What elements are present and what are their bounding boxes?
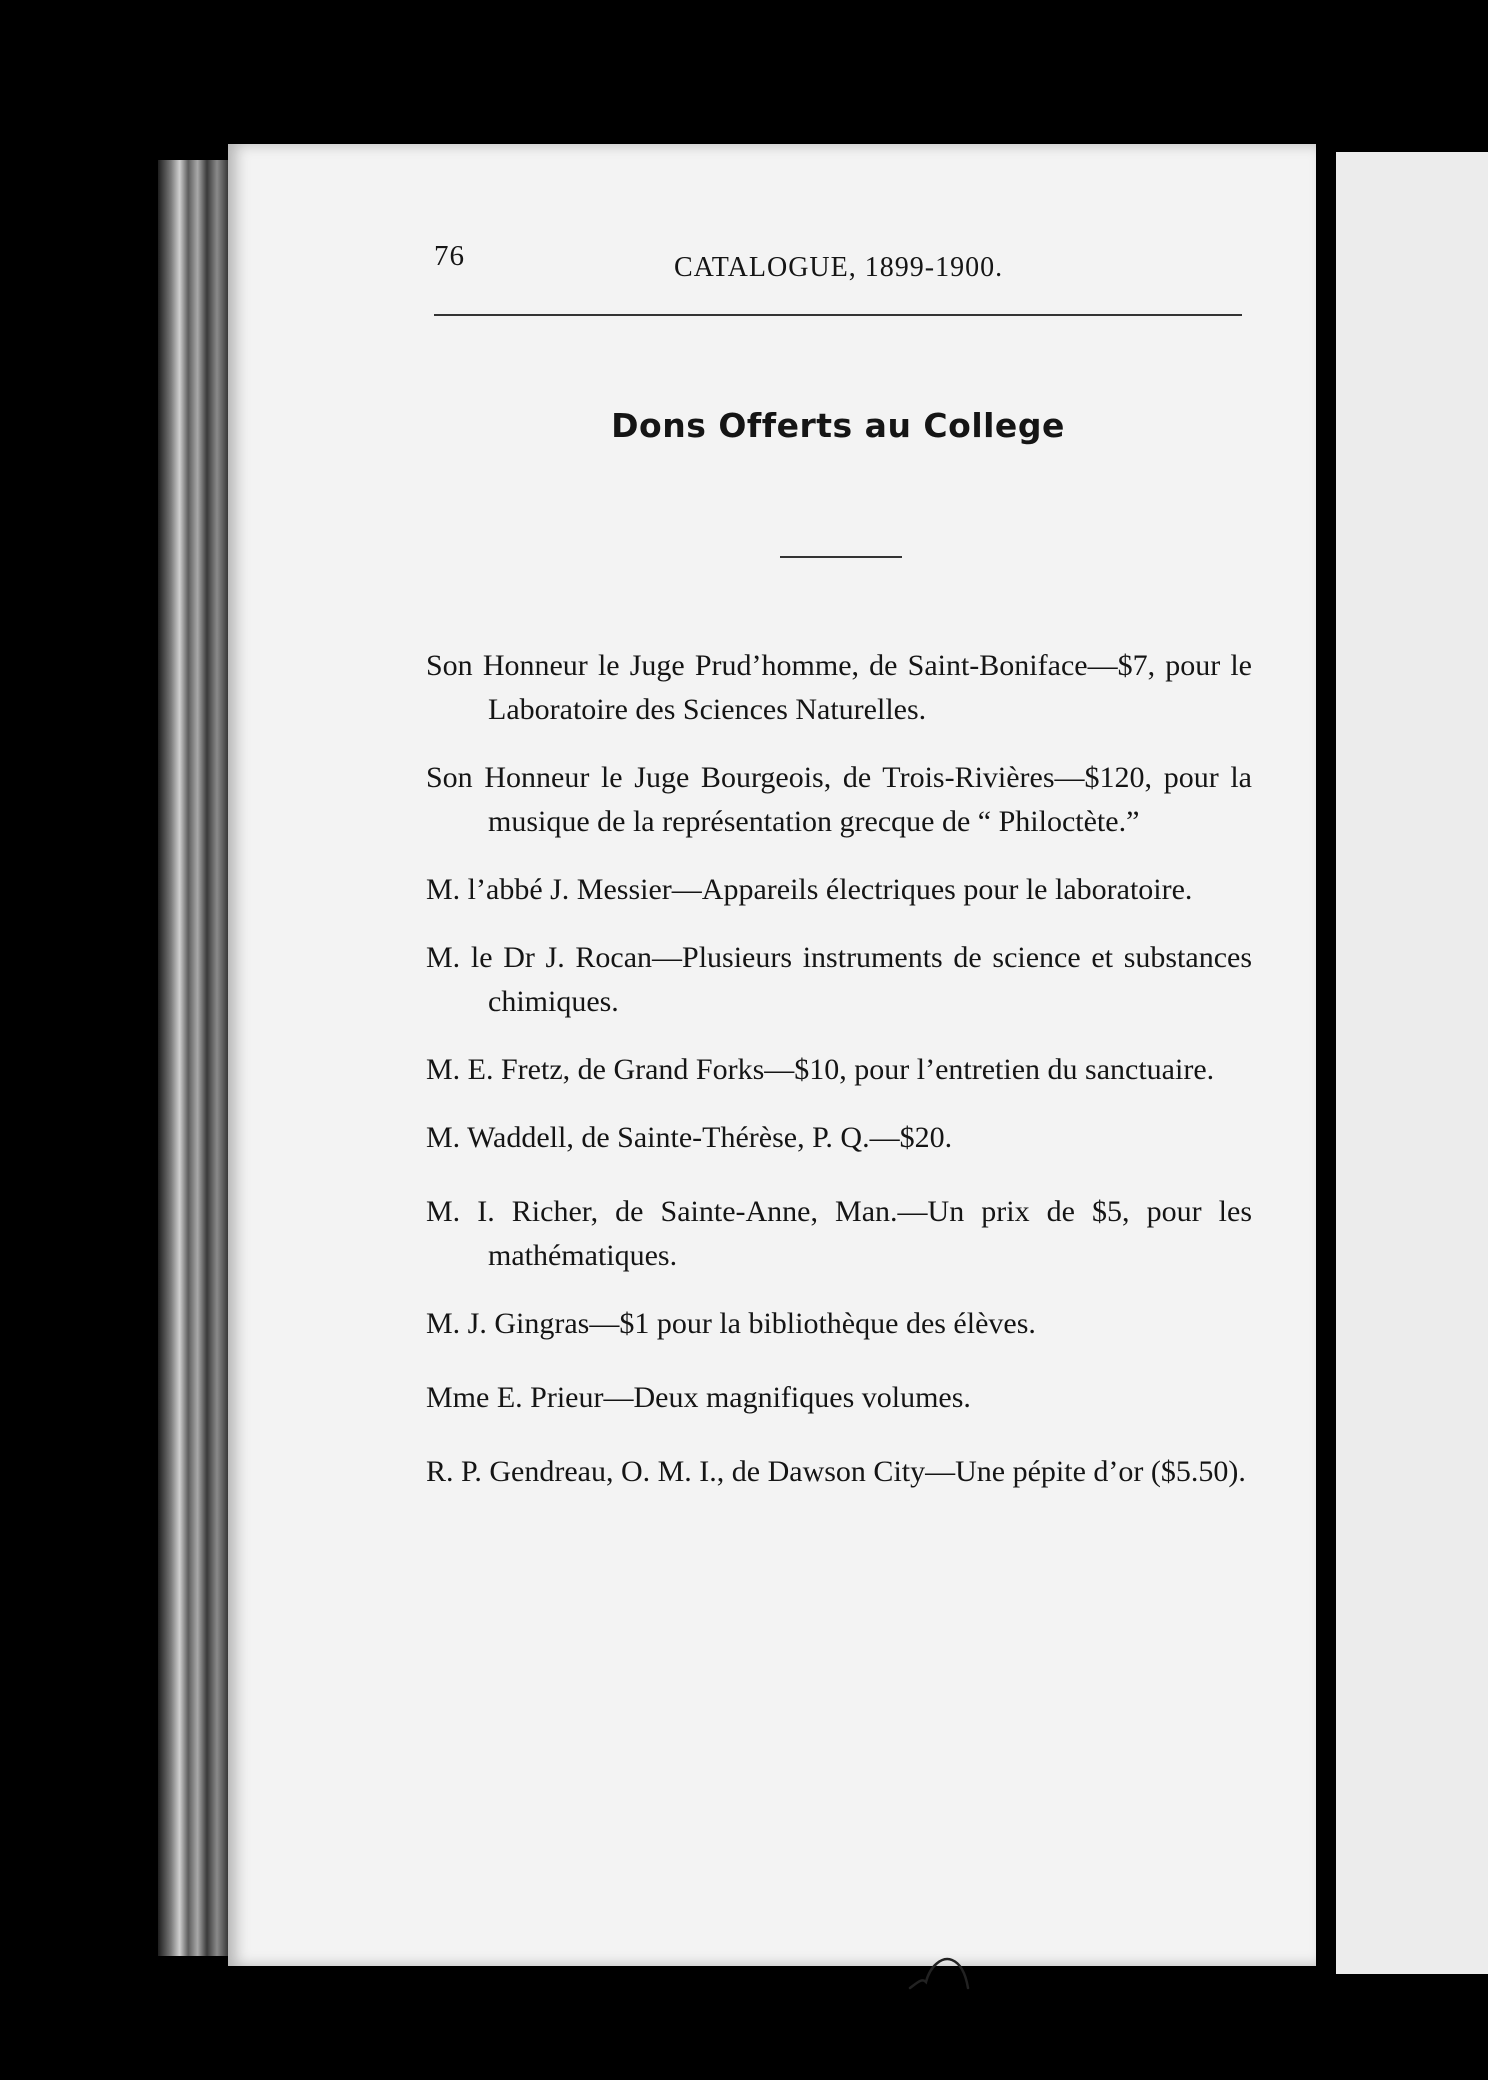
donation-entry: M. le Dr J. Rocan—Plusieurs instruments de science et substances chimiques. bbox=[426, 941, 1252, 1018]
donation-list bbox=[426, 644, 1252, 1518]
donation-entry: M. l’abbé J. Messier—Appareils électriques pour le laboratoire. bbox=[426, 873, 1193, 906]
donation-entry: M. Waddell, de Sainte-Thérèse, P. Q.—$20. bbox=[426, 1121, 953, 1154]
page-gutter bbox=[1316, 144, 1336, 1966]
donation-entry: Mme E. Prieur—Deux magnifiques volumes. bbox=[426, 1381, 971, 1414]
facing-page-edge bbox=[1336, 152, 1488, 1974]
donation-entry: Son Honneur le Juge Prud’homme, de Saint-Boniface—$7, pour le Laboratoire des Sciences Naturelles. bbox=[426, 649, 1252, 726]
pencil-mark bbox=[908, 1952, 972, 1992]
section-title: Dons Offerts au College bbox=[611, 406, 1065, 445]
running-title: CATALOGUE, 1899-1900. bbox=[674, 252, 1004, 283]
donation-entry: R. P. Gendreau, O. M. I., de Dawson City—Une pépite d’or ($5.50). bbox=[426, 1455, 1246, 1488]
donation-entry: M. E. Fretz, de Grand Forks—$10, pour l’entretien du sanctuaire. bbox=[426, 1053, 1215, 1086]
page-number: 76 bbox=[434, 240, 465, 272]
page-header bbox=[434, 240, 1234, 300]
book-page bbox=[228, 144, 1316, 1966]
header-rule bbox=[434, 314, 1242, 316]
donation-entry: M. I. Richer, de Sainte-Anne, Man.—Un prix de $5, pour les mathématiques. bbox=[426, 1195, 1252, 1272]
book-spine-edge bbox=[158, 160, 230, 1956]
title-rule bbox=[780, 556, 902, 558]
donation-entry: M. J. Gingras—$1 pour la bibliothèque des élèves. bbox=[426, 1307, 1036, 1340]
donation-entry: Son Honneur le Juge Bourgeois, de Trois-Rivières—$120, pour la musique de la représentation grecque de “ Philoctète.” bbox=[426, 761, 1252, 838]
